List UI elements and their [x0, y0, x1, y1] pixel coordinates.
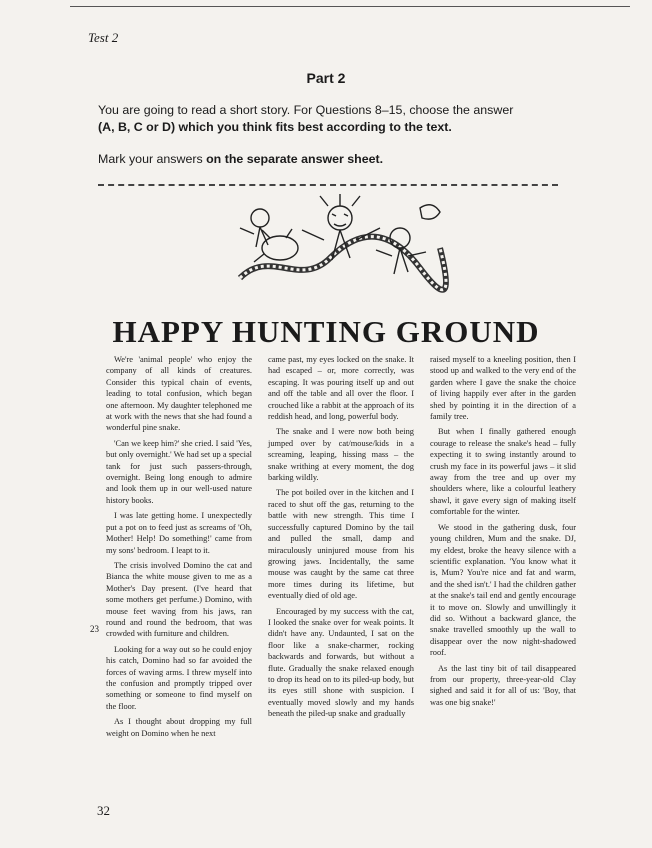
paragraph: As I thought about dropping my full weight on Domino when he next: [106, 717, 252, 738]
page-number: 32: [97, 803, 110, 818]
answer-sheet-instruction: [98, 151, 578, 168]
part-title: Part 2: [306, 70, 346, 86]
paragraph: As the last tiny bit of tail disappeared from our property, three-year-old Clay sighed and said it for all of us: 'Boy, that was one big snake!': [430, 663, 576, 707]
test-label: Test 2: [88, 30, 119, 45]
paragraph: Encouraged by my success with the cat, I looked the snake over for weak points. It didn't have any. Undaunted, I sat on the floor like a snake-charmer, rocking backwards and forwards, but without a flute. Gradually the snake relaxed enough to drop its head on to its piled-up body, but its eyes still shone with suspicion. I eventually moved slowly and my hands beneath the piled-up snake and gradually: [268, 606, 414, 719]
story-columns: [106, 354, 576, 794]
paragraph: The crisis involved Domino the cat and Bianca the white mouse given to me as a Mother's Day present. (I've heard that some mothers get perfume.) Domino, with mouse feet waving from his jaws, ran round and round the bedroom, that was crowded with furniture and children.: [106, 560, 252, 639]
cartoon-snake-chaos-icon: [220, 188, 460, 300]
paragraph: But when I finally gathered enough courage to release the snake's head – fully expecting it to swing instantly around to crush my face in its powerful jaws – it slid away from the tree and up over my shoulders where, like a colourful leathery shawl, it gave every sign of making itself comfortable for the winter.: [430, 427, 576, 517]
line-marker: 23: [90, 624, 99, 634]
story-column-3: [430, 354, 576, 712]
paragraph: We're 'animal people' who enjoy the company of all kinds of creatures. Consider this typical chain of events, leading to total confusion, which began one afternoon. My daughter telephoned me at work with the news that she had found a wonderful pine snake.: [106, 355, 252, 433]
story-title: HAPPY HUNTING GROUND: [112, 314, 540, 349]
paragraph: I was late getting home. I unexpectedly put a pot on to feed just as screams of 'Oh, Mother! Help! Do something!' came from my sons' bedroom. I leapt to it.: [106, 511, 252, 555]
paragraph: The snake and I were now both being jumped over by cat/mouse/kids in a screaming, leaping, hissing mass – the snake writhing at every moment, the dog barking wildly.: [268, 427, 414, 483]
paragraph: The pot boiled over in the kitchen and I raced to shut off the gas, returning to the battle with new strength. This time I successfully captured Domino by the tail and pulled the small, damp and miraculously uninjured mouse from his growing jaws. Incidentally, the same mouse was caught by the same cat three more times during its lifetime, but eventually died of old age.: [268, 488, 414, 601]
dashed-divider: [98, 184, 558, 186]
story-column-1: [106, 354, 252, 743]
paragraph: raised myself to a kneeling position, then I stood up and walked to the very end of the garden where I gave the snake the choice of living happily ever after in the garden shed by pointing it in the direction of a family tree.: [430, 355, 576, 422]
paragraph: 'Can we keep him?' she cried. I said 'Yes, but only overnight.' We had set up a special tank for just such passers-through, overnight. Being long enough to admire and look them up in our well-used nature history books.: [106, 438, 252, 505]
instruction-line-2: (A, B, C or D) which you think fits best according to the text.: [98, 120, 452, 134]
instruction-line-3-bold: on the separate answer sheet.: [206, 152, 384, 166]
instruction-line-3: Mark your answers: [98, 152, 207, 166]
paragraph: came past, my eyes locked on the snake. It had escaped – or, more correctly, was escaping. It was pouring itself up and out and off the table and all over the floor. I crouched like a rabbit at the approach of its reddish head, and long, powerful body.: [268, 355, 414, 422]
story-column-2: [268, 354, 414, 724]
paragraph: Looking for a way out so he could enjoy his catch, Domino had so far avoided the forces of waving arms. I threw myself into the confusion and promptly tripped over something or someone to find myself on the floor.: [106, 644, 252, 711]
paragraph: We stood in the gathering dusk, four young children, Mum and the snake. DJ, my eldest, broke the heavy silence with a scientific explanation. 'You know what it is, Mum? You're nice and fat and warm, and the shed isn't.' I had the children gather at the snake's tail end and gently encourage it to move on. Slowly and unwillingly it did so. Without a backward glance, the snake travelled smoothly up the wall to disappear over the now night-shadowed roof.: [430, 522, 576, 658]
instruction-line-1: You are going to read a short story. For Questions 8–15, choose the answer: [98, 103, 514, 117]
top-rule: [70, 6, 630, 7]
instructions-block: [98, 102, 568, 136]
